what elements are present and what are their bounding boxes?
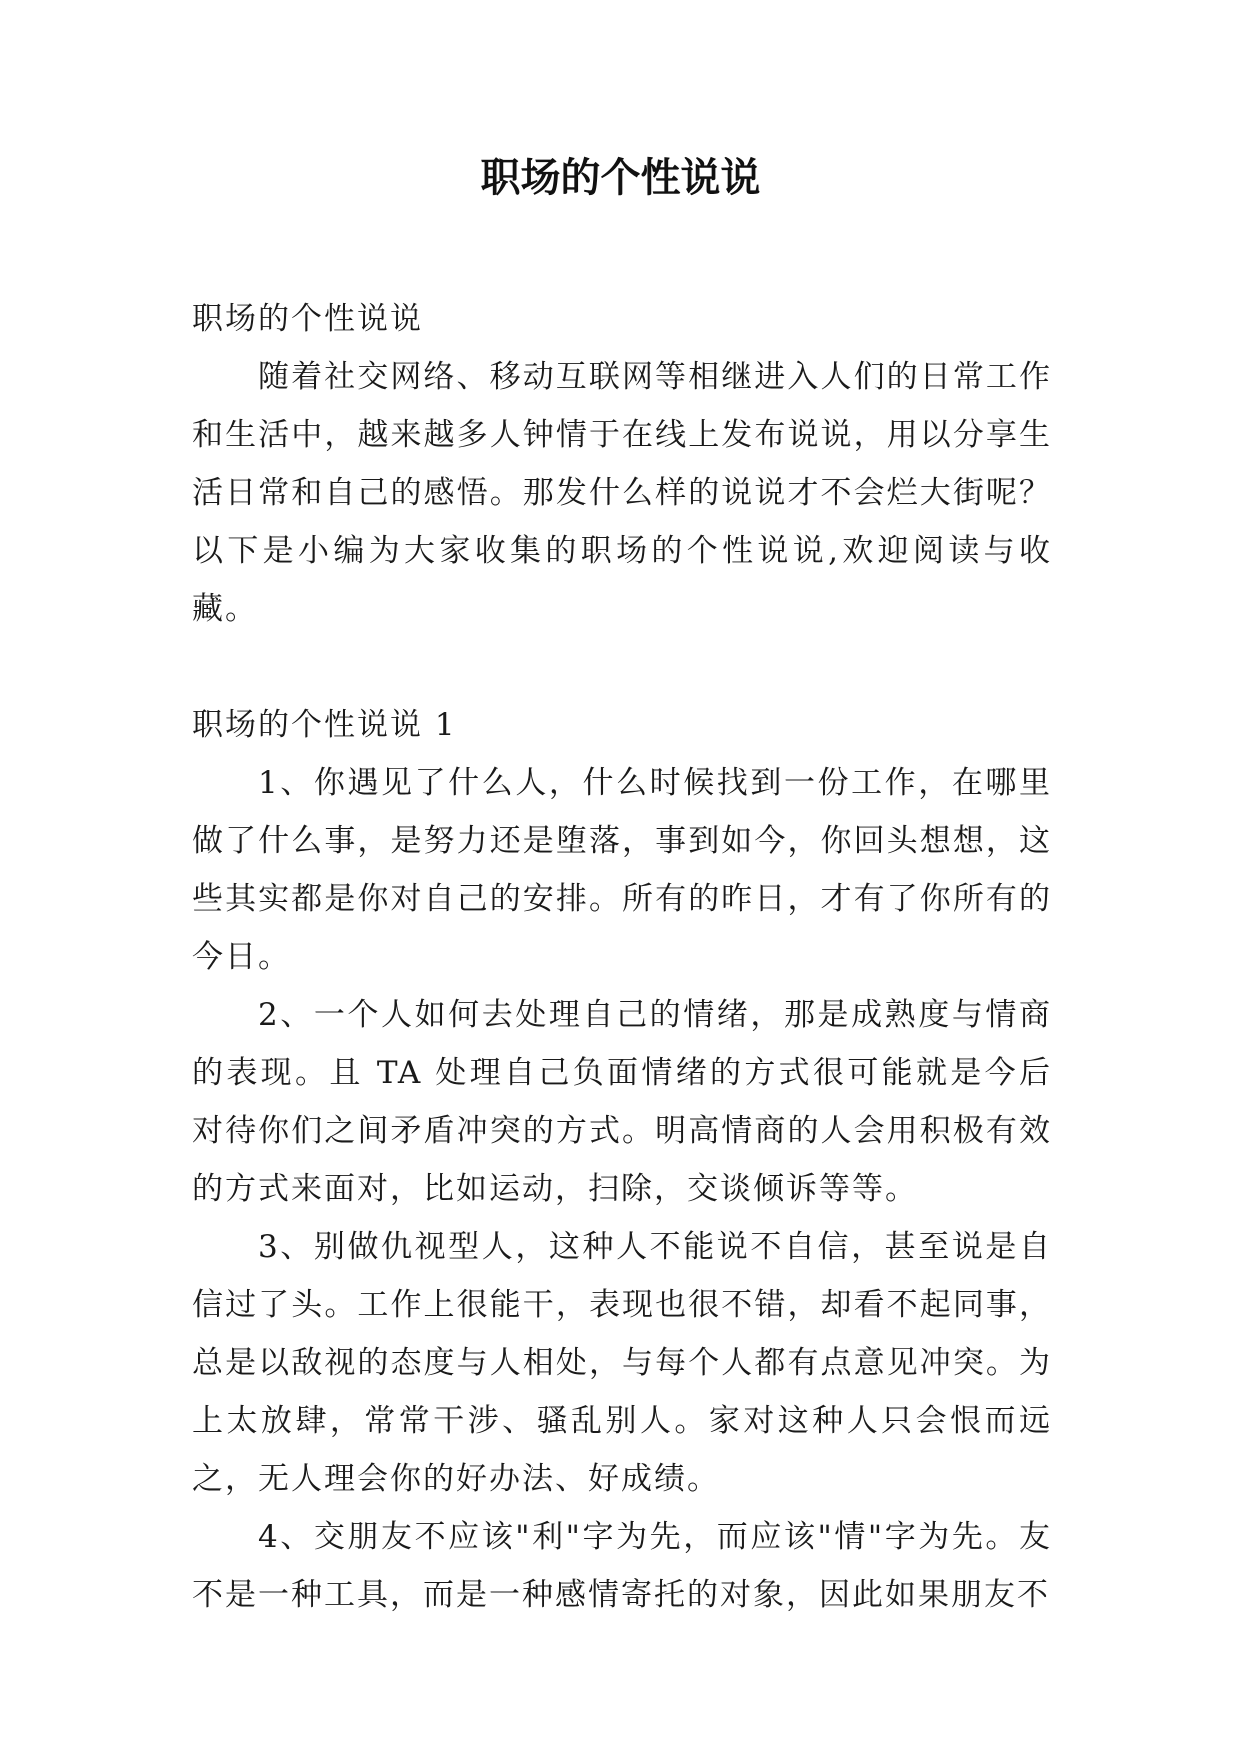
list-item: 1、你遇见了什么人，什么时候找到一份工作，在哪里做了什么事，是努力还是堕落，事到如今，你回头想想，这些其实都是你对自己的安排。所有的昨日，才有了你所有的今日。 [192,765,1052,975]
list-item: 2、一个人如何去处理自己的情绪，那是成熟度与情商的表现。且 TA 处理自己负面情绪的方式很可能就是今后对待你们之间矛盾冲突的方式。明高情商的人会用积极有效的方式来面对，比如运动，扫除，交谈倾诉等等。 [192,997,1052,1207]
section-heading: 职场的个性说说 1 [192,707,457,743]
intro-heading: 职场的个性说说 [192,301,423,337]
list-item: 4、交朋友不应该"利"字为先，而应该"情"字为先。友不是一种工具，而是一种感情寄托的对象，因此如果朋友不 [192,1519,1052,1613]
list-item: 3、别做仇视型人，这种人不能说不自信，甚至说是自信过了头。工作上很能干，表现也很不错，却看不起同事，总是以敌视的态度与人相处，与每个人都有点意见冲突。为上太放肆，常常干涉、骚乱别人。家对这种人只会恨而远之，无人理会你的好办法、好成绩。 [192,1229,1052,1497]
intro-paragraph: 随着社交网络、移动互联网等相继进入人们的日常工作和生活中，越来越多人钟情于在线上发布说说，用以分享生活日常和自己的感悟。那发什么样的说说才不会烂大街呢？以下是小编为大家收集的职场的个性说说,欢迎阅读与收藏。 [192,359,1052,627]
document-title: 职场的个性说说 [480,155,761,201]
document-body [192,290,1052,1624]
